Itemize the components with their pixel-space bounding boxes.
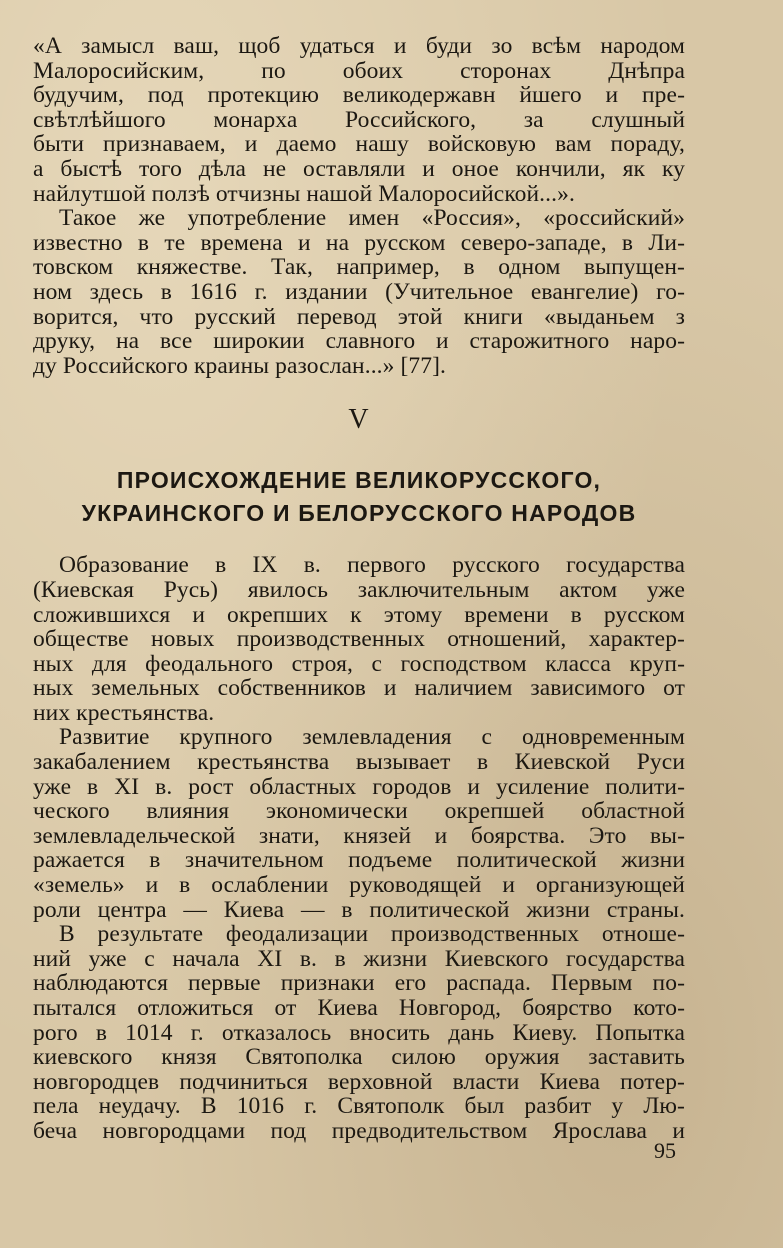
page-number: 95	[654, 1138, 676, 1163]
paragraph-kievan-rus	[33, 553, 685, 725]
text-line: ворится, что русский перевод этой книги «выданьем з	[33, 303, 685, 330]
text-line: киевского князя Святополка силою оружия заставить	[33, 1044, 685, 1071]
text-line: уже в XI в. рост областных городов и усиление полити-	[33, 773, 685, 800]
heading-line: УКРАИНСКОГО И БЕЛОРУССКОГО НАРОДОВ	[81, 500, 637, 527]
text-line: а быстѣ того дѣла не оставляли и оное кончили, як ку	[33, 155, 685, 182]
text-line: ческого влияния экономически окрепшей областной	[33, 798, 685, 825]
section-heading	[33, 464, 685, 530]
text-line: друку, на все широкии славного и старожитного наро-	[33, 328, 685, 355]
text-line: быти признаваем, и даемо нашу войсковую вам пораду,	[33, 131, 685, 158]
text-line: ражается в значительном подъеме политической жизни	[33, 847, 685, 874]
text-line: найлутшой ползѣ отчизны нашой Малоросийской...».	[33, 180, 575, 207]
text-line: пытался отложиться от Киева Новгород, боярство кото-	[33, 995, 685, 1021]
paragraph-feudalization	[33, 922, 685, 1143]
text-line: Развитие крупного землевладения с одновременным	[59, 724, 685, 751]
text-line: ном здесь в 1616 г. издании (Учительное евангелие) го-	[33, 278, 685, 305]
text-line: «земель» и в ослаблении руководящей и организующей	[33, 872, 685, 899]
text-line: наблюдаются первые признаки его распада. Первым по-	[33, 970, 685, 997]
text-line: Малоросийским, по обоих сторонах Днѣпра	[33, 57, 685, 84]
text-line: ний уже с начала XI в. в жизни Киевского государства	[33, 945, 685, 972]
text-line: свѣтлѣйшого монарха Российского, за слушный	[33, 106, 685, 133]
text-line: ду Российского краины разослан...» [77].	[33, 352, 447, 379]
text-line: беча новгородцами под предводительством Ярослава и	[33, 1117, 685, 1144]
text-line: (Киевская Русь) явилось заключительным актом уже	[33, 576, 685, 603]
text-line: Такое же употребление имен «Россия», «российский»	[59, 205, 685, 232]
paragraph-russia-usage	[33, 206, 685, 378]
book-page	[33, 34, 685, 1144]
text-line: новгородцев подчиниться верховной власти Киева потер-	[33, 1068, 685, 1095]
text-line: будучим, под протекцию великодержавн йшего и пре-	[33, 82, 685, 109]
paragraph-land-ownership	[33, 725, 685, 922]
text-line: сложившихся и окрепших к этому времени в русском	[33, 601, 685, 628]
text-line: Образование в IX в. первого русского государства	[59, 552, 685, 579]
text-line: ных земельных собственников и наличием зависимого от	[33, 675, 685, 702]
text-line: рого в 1014 г. отказалось вносить дань Киеву. Попытка	[33, 1019, 685, 1046]
paragraph-quote	[33, 34, 685, 206]
text-line: пела неудачу. В 1016 г. Святополк был разбит у Лю-	[33, 1093, 685, 1120]
section-number: V	[348, 404, 370, 436]
heading-line: ПРОИСХОЖДЕНИЕ ВЕЛИКОРУССКОГО,	[116, 467, 602, 494]
text-line: обществе новых производственных отношений, характер-	[33, 626, 685, 653]
text-line: «А замысл ваш, щоб удаться и буди зо всѣм народом	[33, 33, 685, 59]
text-line: товском княжестве. Так, например, в одном выпущен-	[33, 254, 685, 281]
text-line: них крестьянства.	[33, 699, 215, 726]
text-line: ных для феодального строя, с господством класса круп-	[33, 650, 685, 677]
text-line: землевладельческой знати, князей и боярства. Это вы-	[33, 822, 685, 849]
text-line: известно в те времена и на русском северо-западе, в Ли-	[33, 229, 685, 256]
text-line: В результате феодализации производственных отноше-	[59, 921, 685, 948]
text-line: роли центра — Киева — в политической жизни страны.	[33, 896, 685, 923]
text-line: закабалением крестьянства вызывает в Киевской Руси	[33, 749, 685, 776]
